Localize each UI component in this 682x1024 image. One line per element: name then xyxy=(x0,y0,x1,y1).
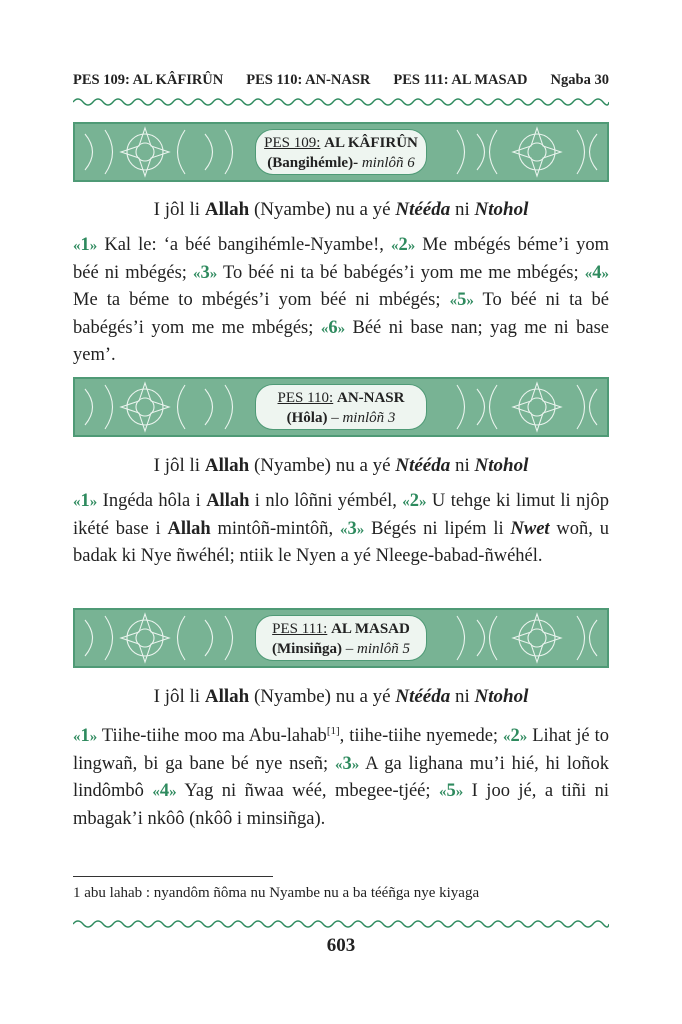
surah-title-plate xyxy=(255,615,427,661)
surah-name: AN-NASR xyxy=(336,390,405,406)
verse-marker: «5» xyxy=(438,781,464,802)
verse-text: , tiihe-tiihe nyemede; xyxy=(339,726,504,747)
footnote-rule xyxy=(73,876,273,877)
surah-translation: (Minsiñga) xyxy=(272,641,343,657)
verse-text: To béé ni ta bé babégés’i yom me me mbégés; xyxy=(73,290,609,338)
verse-marker: «1» xyxy=(73,235,98,255)
basmala-allah: Allah xyxy=(204,199,250,220)
verse-marker: «3» xyxy=(193,262,218,283)
arabesque-pattern xyxy=(75,610,245,666)
surah-number: PES 110: xyxy=(277,390,334,406)
basmala-nteeda: Ntééda xyxy=(395,455,451,476)
ornament-divider xyxy=(73,96,609,108)
verse-marker: «4» xyxy=(152,781,177,802)
basmala xyxy=(0,199,682,221)
verse-text: woñ, u badak ki Nye ñwéhél; ntiik le Nyen a yé Nleege-babad-ñwéhél. xyxy=(73,518,610,566)
basmala xyxy=(0,455,682,477)
basmala-text: ni xyxy=(450,455,475,476)
surah-number: PES 111: xyxy=(272,621,328,637)
surah-text xyxy=(73,488,609,570)
verse-marker: «2» xyxy=(390,235,416,255)
page-number: 603 xyxy=(326,935,356,956)
basmala-text: ni xyxy=(450,199,475,220)
verse-text: Me ta béme to mbégés’i yom béé ni mbégés; xyxy=(73,290,450,310)
arabesque-pattern xyxy=(75,379,245,435)
surah-name: AL KÂFIRÛN xyxy=(324,135,418,151)
basmala-ntohol: Ntohol xyxy=(474,686,529,707)
header-item: PES 110: AN-NASR xyxy=(246,72,371,88)
basmala xyxy=(0,686,682,708)
verse-marker: «1» xyxy=(73,726,98,747)
verse-marker: «5» xyxy=(449,290,474,310)
basmala-text: I jôl li xyxy=(153,686,205,707)
basmala-allah: Allah xyxy=(204,455,250,476)
verse-bold-italic: Nwet xyxy=(510,518,550,539)
header-item: PES 109: AL KÂFIRÛN xyxy=(73,72,224,88)
footnote: 1 abu lahab : nyandôm ñôma nu Nyambe nu a ba tééñga nye kiyaga xyxy=(73,885,480,901)
verse-text: Ingéda hôla i xyxy=(97,491,207,511)
header-item: Ngaba 30 xyxy=(550,72,609,88)
verse-text: i nlo lôñni yémbél, xyxy=(249,491,403,511)
surah-banner xyxy=(73,608,609,668)
verse-count: minlôñ 6 xyxy=(361,155,415,171)
verse-text: Me mbégés béme’i yom béé ni mbégés; xyxy=(73,235,609,283)
basmala-nteeda: Ntééda xyxy=(395,686,451,707)
verse-text: A ga lighana mu’i hié, hi loñok lindômbô xyxy=(73,753,609,802)
verse-marker: «6» xyxy=(320,317,346,338)
surah-title-plate xyxy=(255,384,427,430)
header-item: PES 111: AL MASAD xyxy=(393,72,528,88)
verse-text: Lihat jé to lingwañ, bi ga bane bé nye nseñ; xyxy=(73,726,609,774)
basmala-nteeda: Ntééda xyxy=(395,199,451,220)
verse-marker: «4» xyxy=(584,262,609,283)
surah-banner xyxy=(73,122,609,182)
verse-text: U tehge ki limut li njôp ikété base i xyxy=(73,491,609,539)
verse-count: – minlôñ 3 xyxy=(331,410,396,426)
verse-marker: «2» xyxy=(402,491,427,511)
running-header xyxy=(73,72,609,89)
ornament-divider xyxy=(73,918,609,930)
verse-text: I joo jé, a tiñi ni mbagak’i nkôô (nkôô i minsiñga). xyxy=(73,781,609,829)
surah-text xyxy=(73,232,609,369)
verse-bold: Allah xyxy=(206,491,250,511)
verse-text: Kal le: ‘a béé bangihémle-Nyambe!, xyxy=(97,235,391,255)
surah-banner xyxy=(73,377,609,437)
arabesque-pattern xyxy=(437,124,607,180)
basmala-text: I jôl li xyxy=(153,199,205,220)
arabesque-pattern xyxy=(75,124,245,180)
verse-marker: «3» xyxy=(335,753,360,774)
verse-count: – minlôñ 5 xyxy=(345,641,410,657)
surah-translation: (Bangihémle)- xyxy=(267,155,359,171)
verse-marker: «1» xyxy=(73,491,98,511)
basmala-text: ni xyxy=(450,686,475,707)
basmala-text: (Nyambe) nu a yé xyxy=(249,199,396,220)
verse-text: Yag ni ñwaa wéé, mbegee-tjéé; xyxy=(176,781,439,802)
verse-marker: «2» xyxy=(503,726,528,747)
surah-translation: (Hôla) xyxy=(286,410,328,426)
verse-marker: «3» xyxy=(340,518,365,539)
surah-title-plate xyxy=(255,129,427,175)
surah-name: AL MASAD xyxy=(331,621,410,637)
arabesque-pattern xyxy=(437,379,607,435)
verse-text: Tiihe-tiihe moo ma Abu-lahab xyxy=(97,726,327,747)
verse-text: mintôñ-mintôñ, xyxy=(210,518,341,539)
basmala-text: (Nyambe) nu a yé xyxy=(249,455,396,476)
basmala-allah: Allah xyxy=(204,686,250,707)
verse-bold: Allah xyxy=(167,518,211,539)
basmala-text: I jôl li xyxy=(153,455,205,476)
basmala-ntohol: Ntohol xyxy=(474,199,529,220)
verse-text: Bégés ni lipém li xyxy=(364,518,511,539)
verse-text: To béé ni ta bé babégés’i yom me me mbégés; xyxy=(217,262,585,283)
surah-text xyxy=(73,718,609,832)
arabesque-pattern xyxy=(437,610,607,666)
basmala-ntohol: Ntohol xyxy=(474,455,529,476)
footnote-ref[interactable]: [1] xyxy=(326,725,340,737)
surah-number: PES 109: xyxy=(264,135,321,151)
basmala-text: (Nyambe) nu a yé xyxy=(249,686,396,707)
verse-text: Béé ni base nan; yag me ni base yem’. xyxy=(73,317,609,365)
